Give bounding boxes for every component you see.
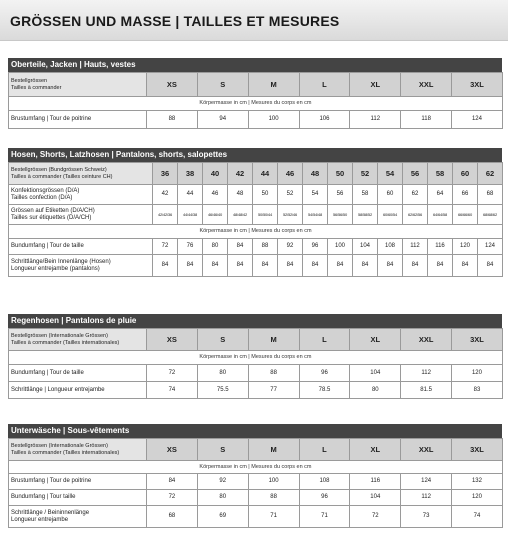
size-cell: M [248, 329, 299, 351]
size-table [8, 72, 503, 129]
size-cell: 54 [378, 163, 403, 185]
size-cell: L [299, 73, 350, 97]
size-cell: 38 [178, 163, 203, 185]
size-table [8, 438, 503, 528]
note-row: Körpermasse in cm | Mesures du corps en cm [9, 97, 503, 111]
header-label: Bestellgrössen Tailles à commander [9, 73, 147, 97]
size-cell: 3XL [452, 329, 503, 351]
size-cell: XS [147, 329, 198, 351]
size-cell: 40 [203, 163, 228, 185]
section-underwear [8, 424, 502, 528]
section-heading: Hosen, Shorts, Latzhosen | Pantalons, shorts, salopettes [8, 148, 502, 162]
size-cell: 3XL [452, 439, 503, 461]
section-heading: Regenhosen | Pantalons de pluie [8, 314, 502, 328]
size-cell: S [197, 329, 248, 351]
note-row: Körpermasse in cm | Mesures du corps en cm [9, 351, 503, 365]
size-cell: 52 [353, 163, 378, 185]
row-label: Schrittlänge / Beininnenlänge Longueur entrejambe [9, 506, 147, 528]
table-row: Brustumfang | Tour de poitrine 84 92 100 108 116 124 132 [9, 474, 503, 490]
section-tops [8, 58, 502, 129]
size-cell: S [197, 73, 248, 97]
row-label: Konfektionsgrössen (D/A) Tailles confection (D/A) [9, 185, 153, 205]
row-label: Brustumfang | Tour de poitrine [9, 474, 147, 490]
row-label: Schrittlänge/Bein Innenlänge (Hosen) Longueur entrejambe (pantalons) [9, 255, 153, 277]
table-row: Schrittlänge / Beininnenlänge Longueur entrejambe 68 69 71 71 72 73 74 [9, 506, 503, 528]
table-row: Konfektionsgrössen (D/A) Tailles confection (D/A) 42 44 46 48 50 52 54 56 58 60 62 64 66 68 [9, 185, 503, 205]
size-cell: 46 [278, 163, 303, 185]
size-cell: 48 [303, 163, 328, 185]
size-cell: 58 [428, 163, 453, 185]
size-cell: M [248, 439, 299, 461]
size-cell: 50 [328, 163, 353, 185]
header-label: Bestellgrössen (Internationale Grössen) Tailles à commander (Tailles internationales) [9, 329, 147, 351]
row-label: Grössen auf Etiketten (D/A/CH) Tailles sur étiquettes (D/A/CH) [9, 205, 153, 225]
table-row: Bundumfang | Tour de taille 72 80 88 96 104 112 120 [9, 365, 503, 382]
size-cell: S [197, 439, 248, 461]
size-table [8, 162, 503, 277]
header-row [9, 329, 503, 351]
note-row: Körpermasse in cm | Mesures du corps en cm [9, 461, 503, 474]
row-label: Bundumfang | Tour taille [9, 490, 147, 506]
size-cell: XXL [401, 329, 452, 351]
size-cell: XXL [401, 73, 452, 97]
size-cell: XL [350, 439, 401, 461]
section-heading: Oberteile, Jacken | Hauts, vestes [8, 58, 502, 72]
size-cell: 62 [478, 163, 503, 185]
table-row: Schrittlänge | Longueur entrejambe 74 75.5 77 78.5 80 81.5 83 [9, 382, 503, 399]
header-label: Bestellgrössen (Internationale Grössen) Tailles à commander (Tailles internationales) [9, 439, 147, 461]
table-row: Bundumfang | Tour de taille 72 76 80 84 88 92 96 100 104 108 112 116 120 124 [9, 239, 503, 255]
row-label: Bundumfang | Tour de taille [9, 239, 153, 255]
table-row: Brustumfang | Tour de poitrine 88 94 100 106 112 118 124 [9, 111, 503, 129]
size-cell: M [248, 73, 299, 97]
header-label: Bestellgrössen (Bundgrössen Schweiz) Tailles à commander (Tailles ceinture CH) [9, 163, 153, 185]
header-row [9, 163, 503, 185]
header-row [9, 73, 503, 97]
section-rain-trousers [8, 314, 502, 399]
size-cell: XS [147, 73, 198, 97]
page-title: GRÖSSEN UND MASSE | TAILLES ET MESURES [10, 13, 340, 29]
size-cell: 60 [453, 163, 478, 185]
section-trousers [8, 148, 502, 277]
table-row: Grössen auf Etiketten (D/A/CH) Tailles sur étiquettes (D/A/CH) 42/42/36 44/44/38 46/46/40 48/48/42 50/50/44 52/52/46 54/54/48 56/56/50 58/58/52 60/60/54 62/62/56 64/64/58 66/66/60 68/68/62 [9, 205, 503, 225]
header-row [9, 439, 503, 461]
size-cell: 44 [253, 163, 278, 185]
title-bar [0, 0, 508, 41]
note-row: Körpermasse in cm | Mesures du corps en cm [9, 225, 503, 239]
row-label: Bundumfang | Tour de taille [9, 365, 147, 382]
row-label: Brustumfang | Tour de poitrine [9, 111, 147, 129]
size-cell: XL [350, 73, 401, 97]
size-cell: XL [350, 329, 401, 351]
size-cell: L [299, 329, 350, 351]
row-label: Schrittlänge | Longueur entrejambe [9, 382, 147, 399]
size-cell: L [299, 439, 350, 461]
size-cell: XXL [401, 439, 452, 461]
section-heading: Unterwäsche | Sous-vêtements [8, 424, 502, 438]
table-row: Schrittlänge/Bein Innenlänge (Hosen) Longueur entrejambe (pantalons) 84 84 84 84 84 84 84 84 84 84 84 84 84 84 [9, 255, 503, 277]
table-row: Bundumfang | Tour taille 72 80 88 96 104 112 120 [9, 490, 503, 506]
size-cell: 36 [153, 163, 178, 185]
size-cell: XS [147, 439, 198, 461]
size-cell: 42 [228, 163, 253, 185]
size-cell: 56 [403, 163, 428, 185]
size-cell: 3XL [452, 73, 503, 97]
size-table [8, 328, 503, 399]
